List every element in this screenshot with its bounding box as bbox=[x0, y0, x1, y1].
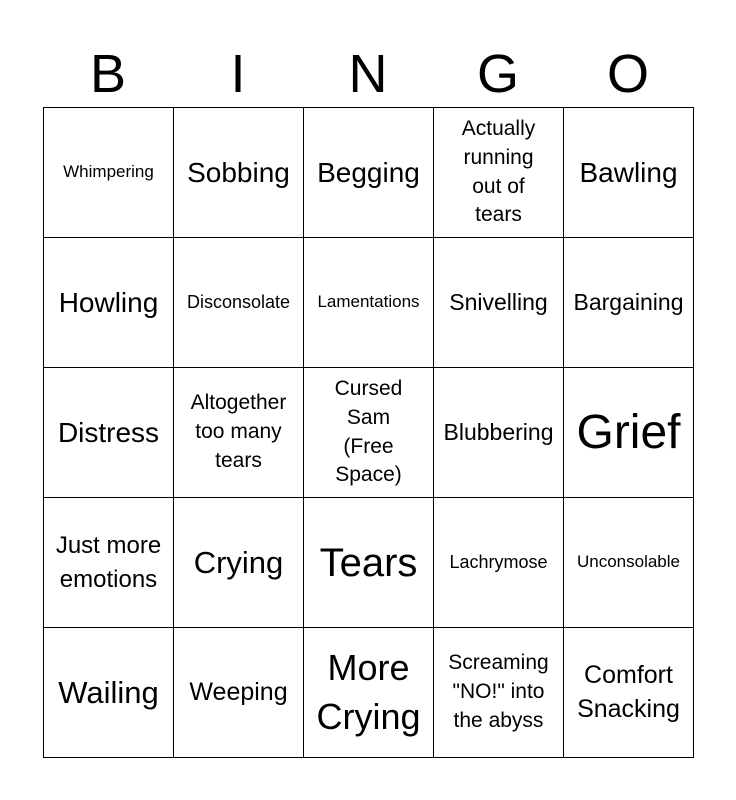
cell-label: Sobbing bbox=[187, 156, 290, 188]
cell-label: Blubbering bbox=[443, 418, 554, 445]
cell-label: Lachrymose bbox=[449, 551, 548, 572]
cell-label: Just more emotions bbox=[55, 531, 162, 593]
cell-label: Weeping bbox=[189, 677, 288, 706]
cell-label: Bawling bbox=[579, 156, 678, 188]
bingo-cell[interactable] bbox=[564, 368, 694, 498]
cell-label: Snivelling bbox=[449, 288, 548, 315]
bingo-header bbox=[43, 44, 693, 104]
bingo-cell[interactable] bbox=[564, 108, 694, 238]
bingo-cell[interactable] bbox=[304, 498, 434, 628]
cell-label: Distress bbox=[57, 416, 160, 448]
bingo-cell[interactable] bbox=[174, 368, 304, 498]
cell-label: Altogether too many tears bbox=[190, 391, 287, 472]
header-letter-b: B bbox=[89, 44, 127, 104]
header-letter-n: N bbox=[348, 44, 388, 104]
cell-label: Cursed Sam (Free Space) bbox=[334, 376, 403, 487]
cell-label: Unconsolable bbox=[576, 552, 680, 572]
cell-label: Crying bbox=[193, 544, 284, 580]
cell-label: Wailing bbox=[58, 674, 159, 710]
bingo-cell[interactable] bbox=[564, 238, 694, 368]
bingo-cell[interactable] bbox=[174, 498, 304, 628]
bingo-cell[interactable] bbox=[44, 238, 174, 368]
cell-label: Disconsolate bbox=[186, 291, 291, 312]
bingo-cell[interactable] bbox=[434, 498, 564, 628]
cell-label: Lamentations bbox=[317, 292, 420, 312]
bingo-cell[interactable] bbox=[434, 628, 564, 758]
bingo-cell[interactable] bbox=[304, 238, 434, 368]
bingo-cell[interactable] bbox=[44, 368, 174, 498]
bingo-cell[interactable] bbox=[304, 628, 434, 758]
bingo-cell[interactable] bbox=[434, 108, 564, 238]
bingo-cell[interactable] bbox=[174, 238, 304, 368]
cell-label: Begging bbox=[317, 156, 420, 188]
bingo-cell[interactable] bbox=[564, 628, 694, 758]
bingo-cell[interactable] bbox=[174, 628, 304, 758]
bingo-cell[interactable] bbox=[434, 368, 564, 498]
header-letter-i: I bbox=[230, 44, 246, 104]
cell-label: Bargaining bbox=[573, 288, 684, 315]
cell-label: More Crying bbox=[316, 646, 421, 737]
cell-label: Screaming "NO!" into the abyss bbox=[448, 651, 549, 732]
cell-label: Grief bbox=[576, 405, 681, 459]
cell-label: Actually running out of tears bbox=[461, 116, 536, 227]
bingo-cell[interactable] bbox=[174, 108, 304, 238]
bingo-cell[interactable] bbox=[44, 498, 174, 628]
bingo-cell[interactable] bbox=[434, 238, 564, 368]
bingo-cell[interactable] bbox=[304, 108, 434, 238]
cell-label: Comfort Snacking bbox=[577, 660, 680, 723]
header-letter-g: G bbox=[476, 44, 519, 104]
cell-label: Whimpering bbox=[63, 162, 154, 182]
bingo-cell[interactable] bbox=[44, 628, 174, 758]
bingo-cell[interactable] bbox=[564, 498, 694, 628]
cell-label: Howling bbox=[58, 286, 159, 318]
bingo-board bbox=[43, 107, 694, 758]
cell-label: Tears bbox=[319, 540, 418, 585]
bingo-cell[interactable] bbox=[304, 368, 434, 498]
header-letter-o: O bbox=[606, 44, 649, 104]
bingo-cell[interactable] bbox=[44, 108, 174, 238]
